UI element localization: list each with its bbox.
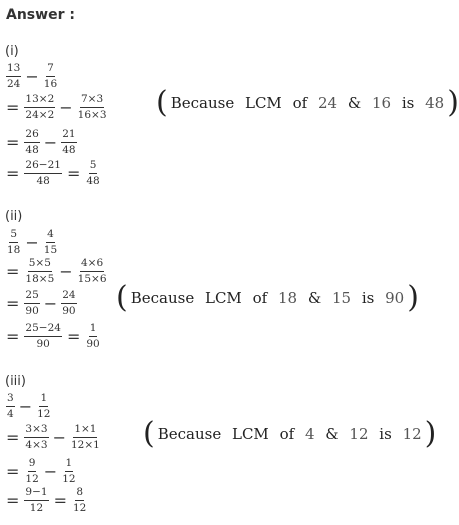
denominator: 48	[86, 174, 100, 187]
minus-sign: −	[43, 293, 58, 313]
denominator: 4	[7, 407, 14, 420]
ampersand: &	[325, 425, 339, 443]
equals-sign: =	[6, 261, 20, 281]
denominator: 48	[62, 143, 76, 156]
minus-sign: −	[43, 132, 58, 152]
lcm-result: 48	[425, 94, 445, 112]
question-expression	[6, 63, 58, 89]
numerator: 13×2	[24, 94, 55, 108]
numerator: 7×3	[80, 94, 104, 108]
fraction	[24, 129, 39, 155]
of-word: of	[292, 94, 308, 112]
numerator: 1	[89, 323, 98, 337]
part-label: (i)	[5, 44, 19, 59]
step-2	[6, 129, 77, 155]
denominator: 4×3	[25, 438, 48, 451]
fraction	[24, 290, 39, 316]
numerator: 5	[89, 160, 98, 174]
result-fraction	[85, 323, 100, 349]
fraction	[24, 160, 62, 186]
close-paren: )	[407, 280, 419, 315]
equals-sign: =	[6, 97, 20, 117]
lcm-note-text	[131, 289, 404, 307]
ampersand: &	[307, 289, 322, 307]
equals-sign: =	[66, 163, 81, 183]
numerator: 8	[75, 487, 84, 501]
step-2	[6, 458, 77, 484]
numerator: 25−24	[24, 323, 62, 337]
minus-sign: −	[43, 461, 58, 481]
is-word: is	[401, 94, 415, 112]
numerator: 1	[39, 393, 48, 407]
step-3	[6, 487, 87, 513]
result-fraction	[85, 160, 100, 186]
open-paren: (	[156, 85, 168, 120]
equals-sign: =	[6, 132, 20, 152]
fraction	[24, 94, 55, 120]
numerator: 26	[24, 129, 39, 143]
numerator: 5	[9, 229, 18, 243]
part-label: (iii)	[5, 374, 26, 389]
because-word: Because	[157, 425, 222, 443]
step-1	[6, 258, 108, 284]
equals-sign: =	[6, 326, 20, 346]
fraction	[24, 487, 48, 513]
denominator: 16	[43, 77, 58, 90]
denominator: 12	[29, 501, 44, 514]
denominator: 24	[7, 77, 21, 90]
numerator: 5×5	[28, 258, 52, 272]
minus-sign: −	[18, 396, 33, 416]
question-expression	[6, 393, 51, 419]
minus-sign: −	[52, 427, 66, 447]
numerator: 1	[65, 458, 74, 472]
lcm-note	[143, 416, 437, 451]
step-1	[6, 94, 108, 120]
fraction	[36, 393, 51, 419]
fraction	[77, 94, 108, 120]
numerator: 9−1	[24, 487, 48, 501]
fraction	[6, 229, 21, 255]
fraction	[43, 63, 58, 89]
because-word: Because	[130, 289, 195, 307]
denominator: 12	[25, 472, 39, 485]
number-1: 4	[304, 425, 315, 443]
numerator: 26−21	[24, 160, 62, 174]
step-3	[6, 160, 101, 186]
number-1: 24	[317, 94, 338, 112]
denominator: 90	[62, 304, 76, 317]
numerator: 7	[46, 63, 55, 77]
numerator: 4×6	[80, 258, 104, 272]
denominator: 90	[86, 337, 100, 350]
denominator: 16×3	[77, 108, 107, 121]
close-paren: )	[424, 416, 437, 451]
numerator: 25	[24, 290, 39, 304]
numerator: 1×1	[73, 424, 97, 438]
numerator: 24	[61, 290, 76, 304]
fraction	[24, 458, 39, 484]
equals-sign: =	[53, 490, 67, 510]
lcm-note	[116, 280, 419, 315]
denominator: 18	[7, 243, 21, 256]
result-fraction	[72, 487, 87, 513]
fraction	[61, 129, 76, 155]
numerator: 3	[6, 393, 15, 407]
open-paren: (	[116, 280, 128, 315]
lcm-note-text	[158, 425, 422, 443]
fraction	[24, 258, 55, 284]
lcm-result: 90	[385, 289, 405, 307]
denominator: 15	[43, 243, 58, 256]
minus-sign: −	[59, 97, 73, 117]
fraction	[77, 258, 108, 284]
fraction	[43, 229, 58, 255]
of-word: of	[279, 425, 295, 443]
denominator: 15×6	[77, 272, 107, 285]
denominator: 12×1	[70, 438, 100, 451]
numerator: 13	[6, 63, 21, 77]
close-paren: )	[447, 85, 459, 120]
step-1	[6, 424, 101, 450]
fraction	[70, 424, 101, 450]
fraction	[61, 290, 76, 316]
denominator: 90	[36, 337, 50, 350]
number-2: 16	[371, 94, 392, 112]
numerator: 4	[46, 229, 55, 243]
denominator: 18×5	[25, 272, 55, 285]
open-paren: (	[143, 416, 155, 451]
denominator: 48	[25, 143, 39, 156]
lcm-note	[156, 85, 459, 120]
answer-heading: Answer :	[6, 7, 75, 23]
equals-sign: =	[66, 326, 81, 346]
fraction	[24, 323, 62, 349]
number-1: 18	[277, 289, 298, 307]
numerator: 3×3	[24, 424, 48, 438]
equals-sign: =	[6, 427, 20, 447]
step-2	[6, 290, 77, 316]
denominator: 48	[36, 174, 50, 187]
denominator: 12	[37, 407, 51, 420]
equals-sign: =	[6, 490, 20, 510]
numerator: 21	[61, 129, 76, 143]
part-label: (ii)	[5, 209, 23, 224]
lcm-note-text	[171, 94, 444, 112]
fraction	[6, 63, 21, 89]
ampersand: &	[347, 94, 362, 112]
equals-sign: =	[6, 163, 20, 183]
denominator: 24×2	[25, 108, 55, 121]
lcm-word: LCM	[204, 289, 242, 307]
equals-sign: =	[6, 293, 20, 313]
lcm-word: LCM	[231, 425, 269, 443]
lcm-result: 12	[402, 425, 422, 443]
minus-sign: −	[59, 261, 73, 281]
minus-sign: −	[25, 66, 39, 86]
denominator: 12	[62, 472, 76, 485]
question-expression	[6, 229, 58, 255]
minus-sign: −	[25, 232, 39, 252]
number-2: 12	[349, 425, 369, 443]
because-word: Because	[170, 94, 235, 112]
is-word: is	[379, 425, 392, 443]
fraction	[6, 393, 15, 419]
number-2: 15	[331, 289, 352, 307]
of-word: of	[252, 289, 268, 307]
fraction	[61, 458, 76, 484]
denominator: 90	[25, 304, 39, 317]
step-3	[6, 323, 101, 349]
denominator: 12	[72, 501, 87, 514]
fraction	[24, 424, 48, 450]
equals-sign: =	[6, 461, 20, 481]
is-word: is	[361, 289, 375, 307]
numerator: 9	[28, 458, 37, 472]
lcm-word: LCM	[244, 94, 282, 112]
